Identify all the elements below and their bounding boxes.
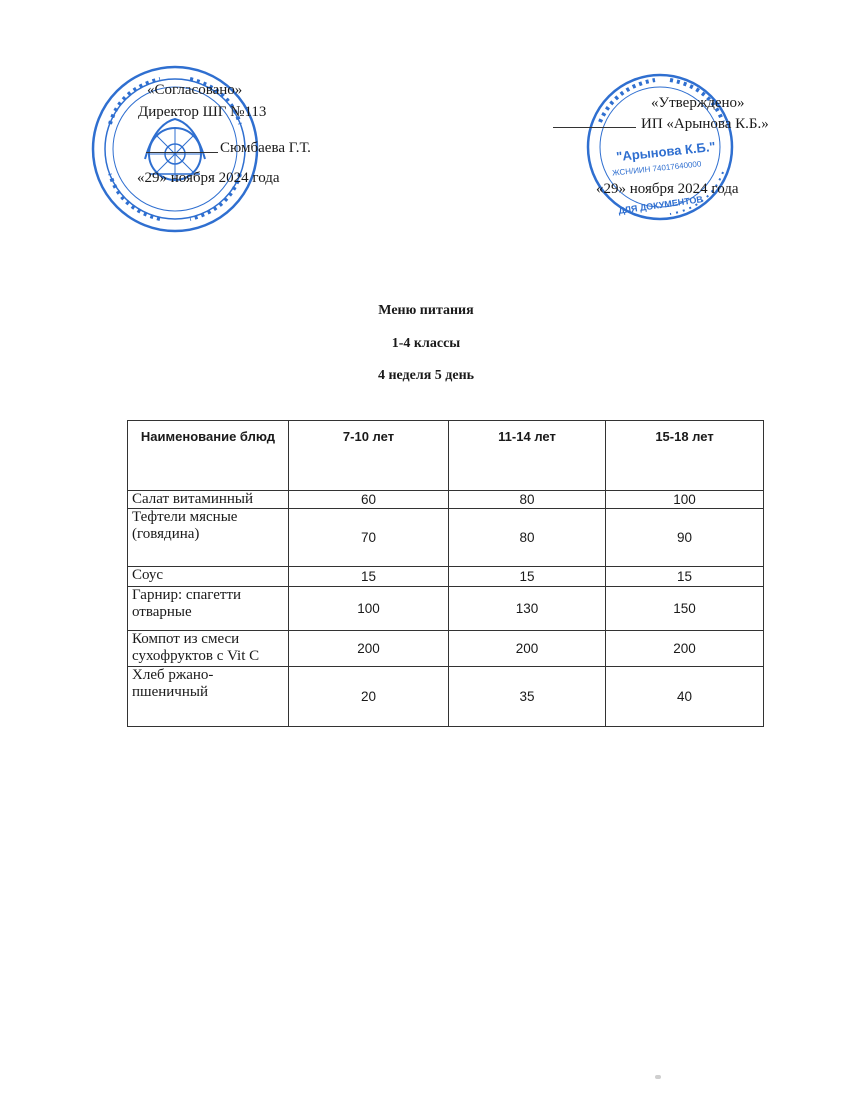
menu-table <box>127 420 764 727</box>
stamp-id-text: ЖСН/ИИН 74017640000 <box>611 159 702 178</box>
approval-right-signature-line <box>553 127 636 128</box>
portion-11-14: 80 <box>449 509 606 567</box>
portion-11-14: 130 <box>449 587 606 631</box>
menu-title: Меню питания <box>378 303 474 318</box>
portion-15-18: 40 <box>606 667 764 727</box>
dish-name: Компот из смеси сухофруктов с Vit C <box>128 631 289 667</box>
table-header-row <box>128 421 764 491</box>
dish-name: Гарнир: спагетти отварные <box>128 587 289 631</box>
portion-15-18: 200 <box>606 631 764 667</box>
portion-7-10: 15 <box>289 567 449 587</box>
menu-week-day: 4 неделя 5 день <box>377 368 475 383</box>
portion-7-10: 60 <box>289 491 449 509</box>
approval-right-date: «29» ноября 2024 года <box>596 181 739 197</box>
dish-name: Тефтели мясные (говядина) <box>128 509 289 567</box>
scan-speck <box>655 1075 661 1079</box>
approval-left-label: «Согласовано» <box>147 82 243 98</box>
table-row <box>128 587 764 631</box>
approval-left-date: «29» ноября 2024 года <box>137 170 280 186</box>
dish-name: Соус <box>128 567 289 587</box>
portion-15-18: 150 <box>606 587 764 631</box>
portion-7-10: 70 <box>289 509 449 567</box>
stamp-name-text: "Арынова К.Б." <box>615 138 717 165</box>
dish-name: Салат витаминный <box>128 491 289 509</box>
header-age-15-18: 15-18 лет <box>606 421 764 491</box>
portion-15-18: 15 <box>606 567 764 587</box>
portion-7-10: 100 <box>289 587 449 631</box>
header-age-11-14: 11-14 лет <box>449 421 606 491</box>
approval-right-position: ИП «Арынова К.Б.» <box>641 116 769 132</box>
portion-11-14: 15 <box>449 567 606 587</box>
portion-7-10: 20 <box>289 667 449 727</box>
portion-11-14: 80 <box>449 491 606 509</box>
stamp-bottom-text: ДЛЯ ДОКУМЕНТОВ <box>617 194 704 216</box>
dish-name: Хлеб ржано-пшеничный <box>128 667 289 727</box>
header-dish-name: Наименование блюд <box>128 421 289 491</box>
table-row <box>128 509 764 567</box>
approval-left-signature-line <box>146 152 218 153</box>
portion-11-14: 35 <box>449 667 606 727</box>
table-row <box>128 567 764 587</box>
table-row <box>128 667 764 727</box>
portion-7-10: 200 <box>289 631 449 667</box>
approval-right-label: «Утверждено» <box>651 95 745 111</box>
table-row <box>128 631 764 667</box>
menu-class-range: 1-4 классы <box>391 336 461 351</box>
portion-15-18: 90 <box>606 509 764 567</box>
approval-left-position: Директор ШГ №113 <box>138 104 267 120</box>
header-age-7-10: 7-10 лет <box>289 421 449 491</box>
table-row <box>128 491 764 509</box>
portion-15-18: 100 <box>606 491 764 509</box>
approval-left-name: Сюмбаева Г.Т. <box>220 140 311 156</box>
portion-11-14: 200 <box>449 631 606 667</box>
